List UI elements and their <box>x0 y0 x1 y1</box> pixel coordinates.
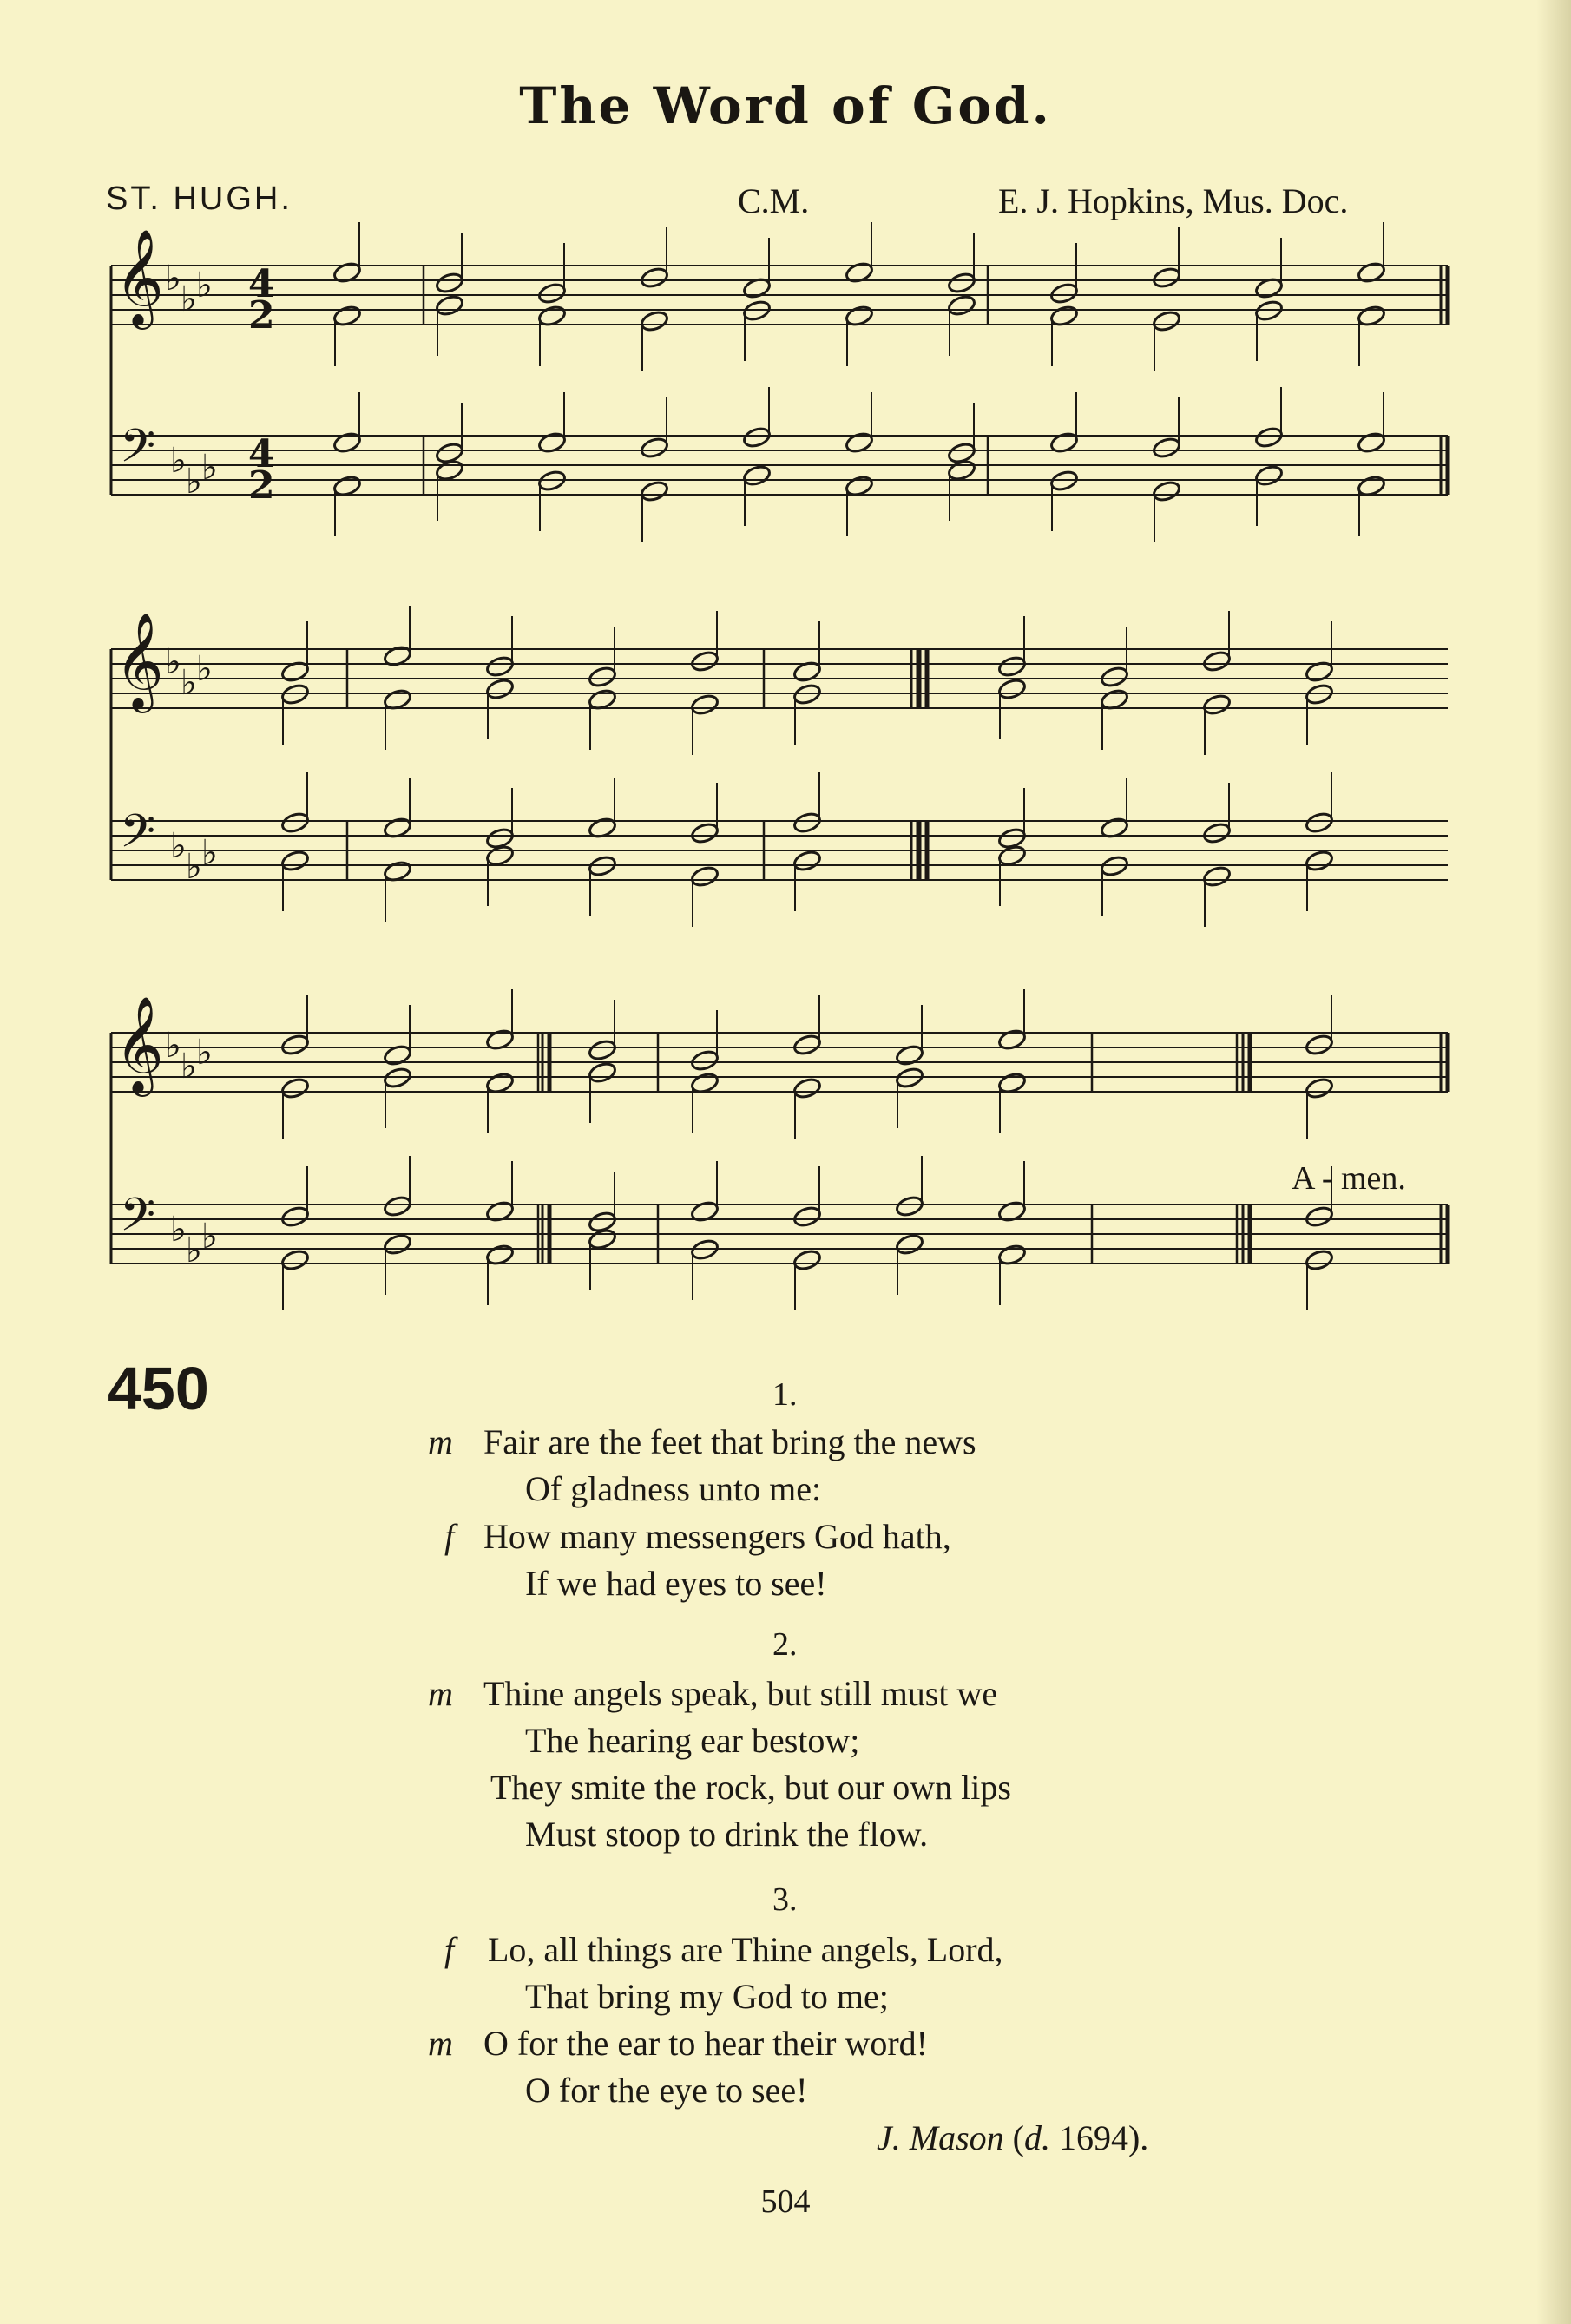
soprano-note <box>435 271 464 294</box>
alto-note <box>947 293 976 317</box>
bass-note <box>1305 849 1334 872</box>
bass-note <box>280 1248 310 1271</box>
alto-note <box>280 1076 310 1100</box>
time-sig-numerator: 4 <box>248 432 275 476</box>
soprano-note <box>485 654 515 678</box>
soprano-note <box>997 654 1027 678</box>
dynamic-mark: m <box>428 1674 453 1713</box>
alto-note <box>1152 309 1181 332</box>
dynamic-mark: m <box>428 1422 453 1461</box>
bass-note <box>792 1248 822 1271</box>
bass-note <box>895 1232 924 1256</box>
soprano-note <box>690 1048 720 1072</box>
bass-note <box>1152 479 1181 502</box>
flat-icon: ♭ <box>165 1026 181 1066</box>
tenor-note <box>792 1205 822 1228</box>
tenor-note <box>280 1205 310 1228</box>
tenor-note <box>640 436 669 459</box>
bass-note <box>997 844 1027 867</box>
bass-clef-icon: 𝄢 <box>120 1189 156 1253</box>
bass-clef-icon: 𝄢 <box>120 805 156 870</box>
verse-line: Lo, all things are Thine angels, Lord, <box>488 1930 1003 1969</box>
alto-note <box>997 677 1027 700</box>
tenor-note <box>1152 436 1181 459</box>
soprano-note <box>1049 281 1079 305</box>
section-title: The Word of God. <box>519 76 1052 135</box>
tenor-note <box>383 1194 412 1218</box>
flat-icon: ♭ <box>181 279 197 319</box>
dynamic-mark: f <box>444 1930 455 1969</box>
bass-note <box>947 458 976 482</box>
time-sig-denominator: 2 <box>248 293 275 338</box>
flat-icon: ♭ <box>201 448 218 488</box>
alto-note <box>792 1076 822 1100</box>
tenor-note <box>690 821 720 844</box>
verse-line: The hearing ear bestow; <box>525 1721 860 1760</box>
flat-icon: ♭ <box>181 1047 197 1087</box>
flat-icon: ♭ <box>165 259 181 299</box>
soprano-note <box>1305 1033 1334 1056</box>
alto-note <box>690 693 720 716</box>
verse-line: They smite the rock, but our own lips <box>490 1768 1011 1807</box>
soprano-note <box>1152 266 1181 289</box>
tenor-note <box>792 811 822 834</box>
bass-note <box>485 844 515 867</box>
flat-icon: ♭ <box>196 649 213 689</box>
soprano-note <box>280 1033 310 1056</box>
amen-label: A - men. <box>1292 1160 1406 1197</box>
verse-number: 2. <box>772 1626 798 1663</box>
dynamic-mark: m <box>428 2024 453 2063</box>
death-year: 1694). <box>1058 2118 1149 2157</box>
flat-icon: ♭ <box>196 266 213 305</box>
alto-note <box>1305 1076 1334 1100</box>
hymn-number: 450 <box>108 1355 209 1422</box>
flat-icon: ♭ <box>186 1231 202 1270</box>
treble-clef-icon: 𝄞 <box>115 228 164 325</box>
alto-note <box>485 677 515 700</box>
bass-note <box>1305 1248 1334 1271</box>
tenor-note <box>1305 1205 1334 1228</box>
verse-number: 3. <box>772 1881 798 1918</box>
alto-note <box>640 309 669 332</box>
bass-note <box>588 1227 617 1251</box>
flat-icon: ♭ <box>170 1210 187 1250</box>
bass-note <box>640 479 669 502</box>
verse-line: That bring my God to me; <box>525 1977 889 2016</box>
soprano-note <box>537 281 567 305</box>
bass-note <box>1202 864 1232 888</box>
bass-note <box>742 463 772 487</box>
alto-note <box>588 1060 617 1084</box>
tune-meter: C.M. <box>738 181 810 220</box>
verse-line: If we had eyes to see! <box>525 1564 827 1603</box>
bass-note <box>383 1232 412 1256</box>
bass-note <box>1254 463 1284 487</box>
bass-clef-icon: 𝄢 <box>120 420 156 484</box>
flat-icon: ♭ <box>201 833 218 873</box>
bass-note <box>435 458 464 482</box>
verse-line: Must stoop to drink the flow. <box>525 1815 929 1854</box>
soprano-note <box>690 649 720 673</box>
died-abbrev: d. <box>1023 2118 1050 2157</box>
flat-icon: ♭ <box>181 663 197 703</box>
tenor-note <box>1202 821 1232 844</box>
author-name: J. Mason <box>877 2118 1004 2157</box>
dynamic-mark: f <box>444 1517 455 1556</box>
time-sig-numerator: 4 <box>248 262 275 306</box>
treble-clef-icon: 𝄞 <box>115 612 164 709</box>
soprano-note <box>640 266 669 289</box>
verse-line: O for the ear to hear their word! <box>483 2024 928 2063</box>
bass-note <box>280 849 310 872</box>
tune-name: ST. HUGH. <box>106 181 293 217</box>
soprano-note <box>1202 649 1232 673</box>
flat-icon: ♭ <box>186 847 202 887</box>
flat-icon: ♭ <box>170 826 187 866</box>
verse-line: How many messengers God hath, <box>483 1517 951 1556</box>
author-attribution: J. Mason (d. 1694). <box>877 2118 1149 2157</box>
time-sig-denominator: 2 <box>248 463 275 508</box>
flat-icon: ♭ <box>170 441 187 481</box>
soprano-note <box>947 271 976 294</box>
verse-line: Of gladness unto me: <box>525 1469 822 1508</box>
tenor-note <box>1305 811 1334 834</box>
flat-icon: ♭ <box>201 1217 218 1257</box>
alto-note <box>435 293 464 317</box>
verse-line: Fair are the feet that bring the news <box>483 1422 976 1461</box>
tenor-note <box>280 811 310 834</box>
verse-line: O for the eye to see! <box>525 2071 808 2110</box>
flat-icon: ♭ <box>186 462 202 502</box>
verse-number: 1. <box>772 1376 798 1413</box>
soprano-note <box>588 1038 617 1061</box>
verse-line: Thine angels speak, but still must we <box>483 1674 998 1713</box>
flat-icon: ♭ <box>196 1033 213 1073</box>
flat-icon: ♭ <box>165 642 181 682</box>
soprano-note <box>792 1033 822 1056</box>
tune-composer: E. J. Hopkins, Mus. Doc. <box>998 181 1349 220</box>
bass-note <box>792 849 822 872</box>
tenor-note <box>742 425 772 449</box>
treble-clef-icon: 𝄞 <box>115 995 164 1093</box>
page-number: 504 <box>760 2183 811 2220</box>
soprano-note <box>1100 665 1129 688</box>
tenor-note <box>895 1194 924 1218</box>
tenor-note <box>1254 425 1284 449</box>
bass-note <box>690 864 720 888</box>
alto-note <box>1202 693 1232 716</box>
soprano-note <box>588 665 617 688</box>
